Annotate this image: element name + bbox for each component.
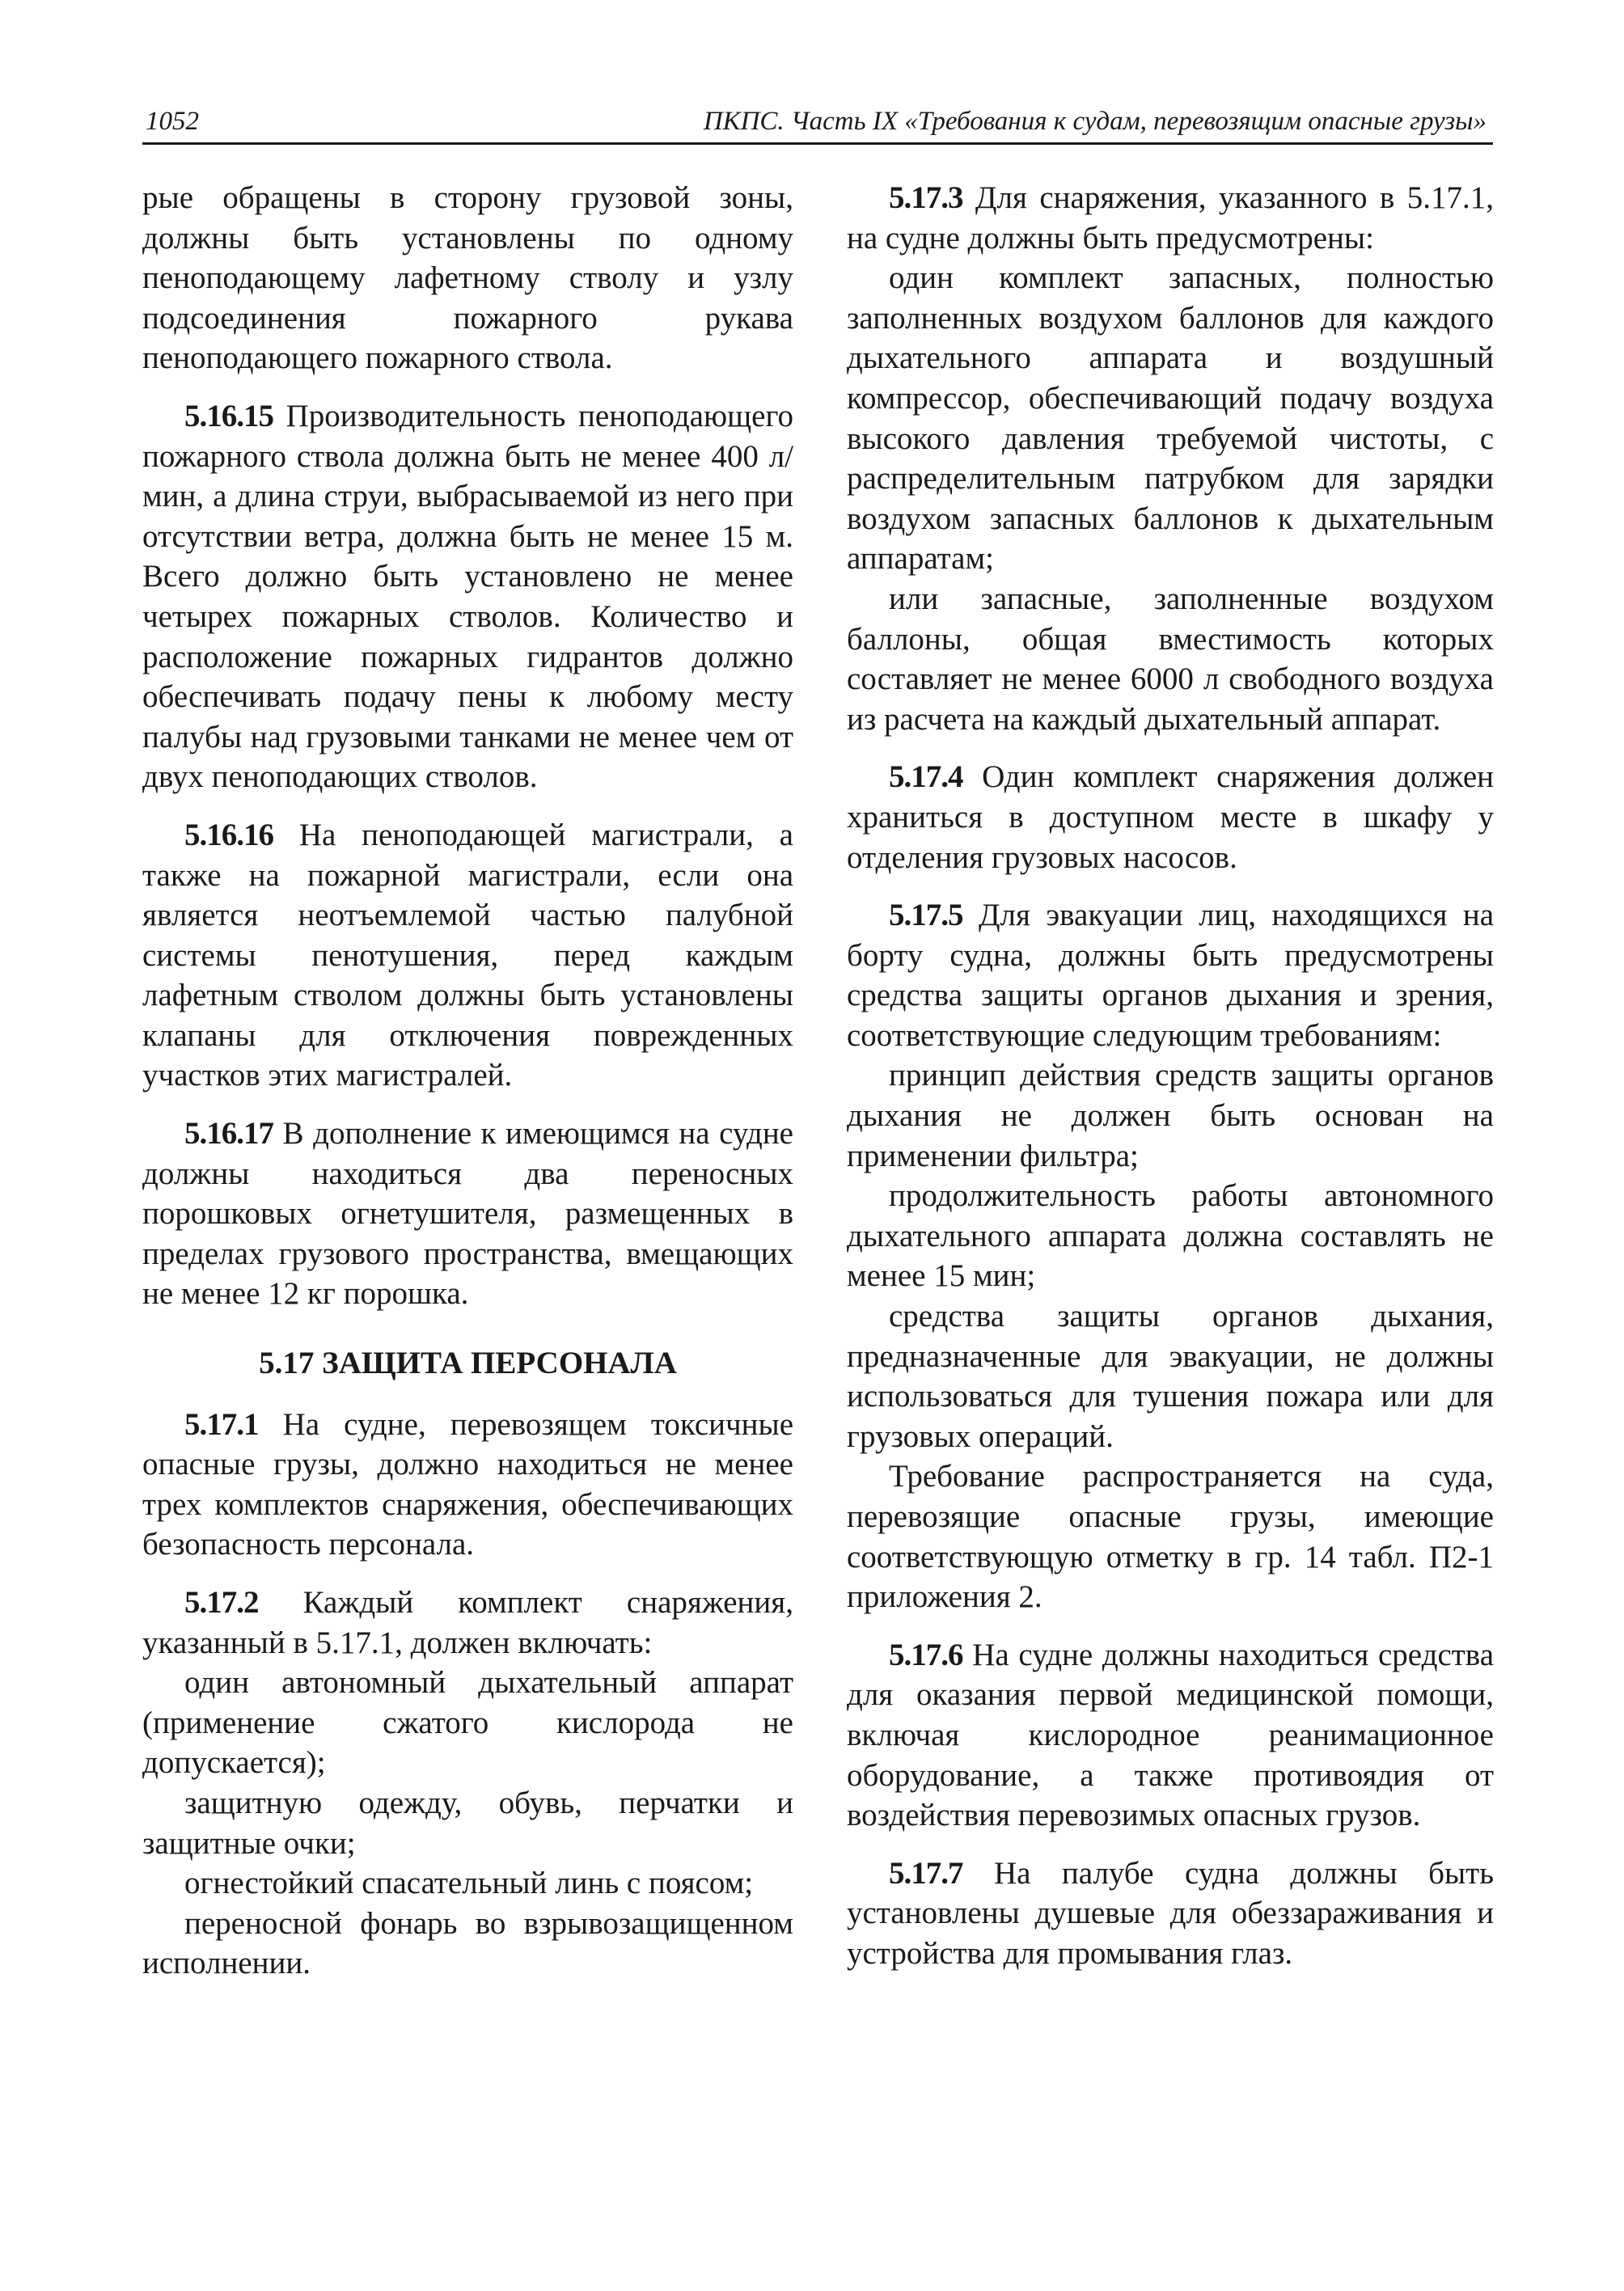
clause-5-17-4 [847,757,1494,877]
clause-number: 5.16.17 [184,1116,273,1152]
clause-text: Производительность пеноподающего пожарного ствола должна быть не менее 400 л/мин, а длина струи, выбрасываемой из него при отсутствии ветра, должна быть не менее 15 м. Всего должно быть установлено не менее четырех пожарных стволов. Количество и расположение пожарных гидрантов должно обеспечивать подачу пены к любому месту палубы над грузовыми танками не менее чем от двух пеноподающих стволов. [142,398,793,795]
paragraph-continuation: рые обращены в сторону грузовой зоны, должны быть установлены по одному пеноподающему лафетному стволу и узлу подсоединения пожарного рукава пеноподающего пожарного ствола. [142,180,793,376]
clause-number: 5.17.3 [889,180,963,215]
list-item: переносной фонарь во взрывозащищенном исполнении. [142,1905,793,1981]
note-paragraph: Требование распространяется на суда, перевозящие опасные грузы, имеющие соответствующую отметку в гр. 14 табл. П2-1 приложения 2. [847,1459,1494,1615]
clause-number: 5.17.2 [184,1585,259,1620]
clause-text: В дополнение к имеющимся на судне должны находиться два переносных порошковых огнетушителя, размещенных в пределах грузового пространства, вмещающих не менее 12 кг порошка. [142,1116,793,1312]
left-column [142,178,793,1984]
clause-text: На судне, перевозящем токсичные опасные грузы, должно находиться не менее трех комплектов снаряжения, обеспечивающих безопасность персонала. [142,1406,794,1562]
list-item: продолжительность работы автономного дыхательного аппарата должна составлять не менее 15 мин; [847,1178,1494,1294]
clause-text: Для эвакуации лиц, находящихся на борту судна, должны быть предусмотрены средства защиты органов дыхания и зрения, соответствующие следующим требованиям: [847,898,1495,1053]
list-item: принцип действия средств защиты органов дыхания не должен быть основан на применении фильтра; [847,1058,1494,1173]
clause-5-17-7 [847,1854,1494,1974]
clause-5-17-2 [142,1583,793,1663]
running-title: ПКПС. Часть IX «Требования к судам, перевозящим опасные грузы» [703,107,1487,136]
clause-number: 5.17.6 [889,1637,963,1672]
clause-number: 5.17.4 [889,759,963,795]
clause-number: 5.17.5 [889,898,963,933]
clause-text: На палубе судна должны быть установлены душевые для обеззараживания и устройства для промывания глаз. [847,1855,1495,1971]
clause-5-17-1 [142,1405,793,1565]
clause-5-16-16 [142,815,793,1096]
list-item: огнестойкий спасательный линь с поясом; [184,1866,754,1901]
running-header [142,107,1493,145]
clause-number: 5.16.16 [184,817,273,852]
list-item: один комплект запасных, полностью заполненных воздухом баллонов для каждого дыхательного аппарата и воздушный компрессор, обеспечивающий подачу воздуха высокого давления требуемой чистоты, с распределительным патрубком для зарядки воздухом запасных баллонов к дыхательным аппаратам; [847,260,1494,577]
clause-text: Каждый комплект снаряжения, указанный в 5.17.1, должен включать: [142,1585,793,1660]
section-heading: 5.17 ЗАЩИТА ПЕРСОНАЛА [259,1346,677,1381]
list-item: средства защиты органов дыхания, предназначенные для эвакуации, не должны использоваться для тушения пожара или для грузовых операций. [847,1299,1494,1454]
page-number: 1052 [146,107,199,136]
list-item: защитную одежду, обувь, перчатки и защитные очки; [142,1785,793,1861]
right-column [847,178,1494,1974]
clause-5-17-3 [847,178,1494,258]
clause-5-16-15 [142,396,793,797]
clause-number: 5.17.7 [889,1855,963,1891]
clause-number: 5.16.15 [184,398,273,433]
list-item: или запасные, заполненные воздухом баллоны, общая вместимость которых составляет не менее 6000 л свободного воздуха из расчета на каждый дыхательный аппарат. [847,581,1494,737]
clause-text: Для снаряжения, указанного в 5.17.1, на судне должны быть предусмотрены: [847,180,1495,256]
clause-text: На пеноподающей магистрали, а также на пожарной магистрали, если она является неотъемлемой частью палубной системы пенотушения, перед каждым лафетным стволом должны быть установлены клапаны для отключения поврежденных участков этих магистралей. [142,817,793,1093]
clause-5-17-6 [847,1635,1494,1836]
clause-text: На судне должны находиться средства для оказания первой медицинской помощи, включая кислородное реанимационное оборудование, а также противоядия от воздействия перевозимых опасных грузов. [847,1637,1495,1833]
clause-text: Один комплект снаряжения должен храниться в доступном месте в шкафу у отделения грузовых насосов. [847,759,1495,875]
list-item: один автономный дыхательный аппарат (применение сжатого кислорода не допускается); [142,1665,793,1781]
clause-5-17-5 [847,895,1494,1055]
clause-5-16-17 [142,1114,793,1314]
clause-number: 5.17.1 [184,1406,259,1442]
